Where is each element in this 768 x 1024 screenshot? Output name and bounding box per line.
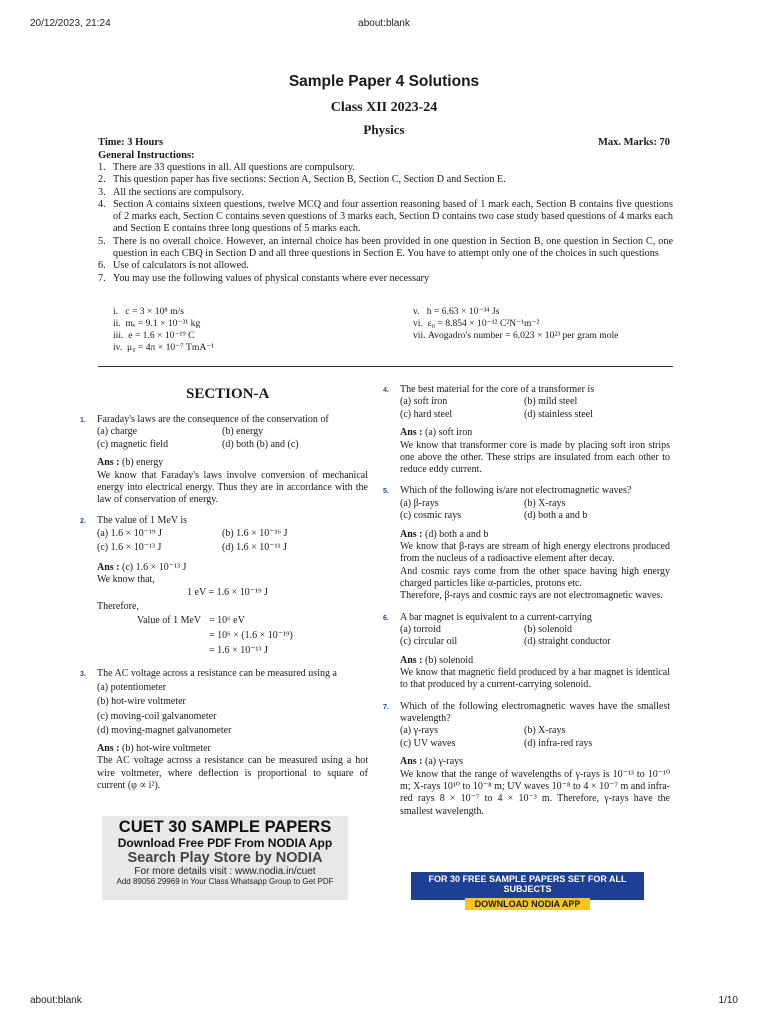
instruction-item: 1. There are 33 questions in all. All questions are compulsory.	[98, 162, 355, 173]
answer-line: Ans : (b) energy	[97, 457, 164, 469]
explanation-text: Therefore,	[97, 601, 139, 613]
constant-item: vi. ε₀ = 8.854 × 10⁻¹² C²N⁻¹m⁻²	[413, 318, 540, 329]
print-header	[0, 18, 768, 32]
explanation-text: The AC voltage across a resistance can be measured using a hot wire voltmeter, where deflection is proportional to square of current (φ ∝ i²).	[97, 755, 368, 792]
question-text: Which of the following is/are not electromagnetic waves?	[400, 485, 632, 497]
option-c: (c) cosmic rays	[400, 510, 462, 522]
option-b: (b) energy	[222, 426, 264, 438]
explanation-text: We know that the range of wavelengths of γ-rays is 10⁻¹³ to 10⁻¹⁰ m; X-rays 10¹⁰ to 10⁻⁸ m; UV waves 10⁻⁸ to 4 × 10⁻⁷ m and infra-red rays 8 × 10⁻⁷ to 4 × 10⁻³ m. Therefore, γ-rays have the smallest wavelength.	[400, 768, 670, 817]
answer-line: Ans : (a) soft iron	[400, 427, 473, 439]
question-number: 6.	[383, 614, 389, 622]
option-b: (b) hot-wire voltmeter	[97, 696, 186, 708]
class-line: Class XII 2023-24	[330, 100, 438, 115]
option-a: (a) 1.6 × 10⁻¹⁹ J	[97, 527, 162, 539]
print-footer	[0, 995, 768, 1009]
constant-item: i. c = 3 × 10⁸ m/s	[113, 306, 184, 317]
explanation-text: We know that β-rays are stream of high energy electrons produced from the nucleus of a radioactive element after decay.	[400, 541, 670, 565]
constant-item: iv. μ₀ = 4π × 10⁻⁷ TmA⁻¹	[113, 342, 215, 353]
explanation-text: We know that Faraday's laws involve conversion of mechanical energy into electrical energy. Thus they are in accordance with the law of conservation of energy.	[97, 469, 368, 506]
question-number: 3.	[80, 670, 86, 678]
option-b: (b) solenoid	[524, 623, 573, 635]
banner-headline: FOR 30 FREE SAMPLE PAPERS SET FOR ALL SUBJECTS	[428, 874, 627, 894]
question-4	[383, 384, 670, 476]
question-3	[80, 668, 368, 793]
general-instructions-label: General Instructions:	[98, 150, 195, 161]
equation: 1 eV = 1.6 × 10⁻¹⁹ J	[187, 587, 268, 599]
answer-line: Ans : (b) solenoid	[400, 654, 474, 666]
option-c: (c) 1.6 × 10⁻¹³ J	[97, 541, 162, 553]
option-c: (c) UV waves	[400, 737, 456, 749]
equation-step: = 10⁶ × (1.6 × 10⁻¹⁹)	[209, 629, 293, 641]
section-divider	[98, 366, 673, 367]
question-7	[383, 701, 670, 818]
question-text: Which of the following electromagnetic waves have the smallest wavelength?	[400, 700, 670, 725]
option-c: (c) hard steel	[400, 408, 453, 420]
option-a: (a) torroid	[400, 623, 441, 635]
option-d: (d) straight conductor	[524, 636, 611, 648]
instruction-item: 6. Use of calculators is not allowed.	[98, 260, 249, 272]
ad-headline: CUET 30 SAMPLE PAPERS	[118, 818, 332, 836]
explanation-text: Therefore, β-rays and cosmic rays are not electromagnetic waves.	[400, 590, 663, 602]
option-d: (d) moving-magnet galvanometer	[97, 724, 232, 736]
explanation-text: We know that transformer core is made by placing soft iron strips one above the other. These strips are insulated from each other to reduce eddy current.	[400, 439, 670, 476]
instructions-list	[98, 162, 673, 285]
option-c: (c) moving-coil galvanometer	[97, 710, 217, 722]
option-d: (d) both a and b	[524, 510, 588, 522]
constant-item: v. h = 6.63 × 10⁻³⁴ Js	[413, 306, 500, 317]
question-2	[80, 515, 368, 658]
nodia-app-banner[interactable]	[411, 872, 644, 909]
option-a: (a) γ-rays	[400, 725, 439, 737]
question-text: A bar magnet is equivalent to a current-carrying	[400, 611, 592, 623]
instruction-item: 4. Section A contains sixteen questions, twelve MCQ and four assertion reasoning based of 1 mark each, Section B contains five questions of 2 marks each, Section C contains seven questions of 3 marks each, Section D contains two case study based questions of 4 marks each and Section E contains three long questions of 5 marks each.	[98, 198, 673, 235]
equation-step: = 10⁶ eV	[209, 614, 245, 626]
equation-lhs: Value of 1 MeV	[137, 614, 202, 626]
option-a: (a) potentiometer	[97, 681, 167, 693]
option-d: (d) both (b) and (c)	[222, 438, 299, 450]
question-number: 7.	[383, 703, 389, 711]
print-page-count: 1/10	[718, 995, 738, 1006]
option-b: (b) 1.6 × 10⁻¹⁶ J	[222, 527, 288, 539]
option-d: (d) stainless steel	[524, 408, 593, 420]
explanation-text: We know that magnetic field produced by a bar magnet is identical to that produced by a current-carrying solenoid.	[400, 667, 670, 691]
question-number: 4.	[383, 387, 389, 394]
constants-list	[113, 306, 673, 354]
answer-line: Ans : (b) hot-wire voltmeter	[97, 743, 211, 755]
ad-whatsapp-line: Add 89056 29969 in Your Class Whatsapp Group to Get PDF	[116, 877, 334, 886]
time-label: Time: 3 Hours	[98, 137, 164, 148]
left-column	[80, 414, 368, 792]
question-text: The AC voltage across a resistance can be measured using a	[97, 667, 337, 679]
question-text: The value of 1 MeV is	[97, 515, 188, 527]
instruction-item: 3. All the sections are compulsory.	[98, 186, 244, 198]
question-1	[80, 414, 368, 506]
option-b: (b) X-rays	[524, 725, 566, 737]
answer-line: Ans : (c) 1.6 × 10⁻¹³ J	[97, 561, 187, 573]
print-datetime: 20/12/2023, 21:24	[30, 18, 111, 29]
print-footer-url: about:blank	[30, 995, 82, 1006]
download-app-button[interactable]: DOWNLOAD NODIA APP	[465, 898, 591, 910]
option-b: (b) mild steel	[524, 396, 578, 408]
option-a: (a) charge	[97, 426, 138, 438]
question-number: 2.	[80, 518, 86, 526]
equation-step: = 1.6 × 10⁻¹³ J	[209, 644, 268, 656]
question-text: Faraday's laws are the consequence of the conservation of	[97, 414, 329, 425]
max-marks-label: Max. Marks: 70	[597, 137, 670, 148]
constant-item: iii. e = 1.6 × 10⁻¹⁹ C	[113, 330, 195, 341]
option-b: (b) X-rays	[524, 497, 566, 509]
question-number: 1.	[80, 417, 86, 424]
ad-subline: Download Free PDF From NODIA App	[117, 836, 333, 850]
option-d: (d) 1.6 × 10⁻¹¹ J	[222, 541, 287, 553]
option-c: (c) circular oil	[400, 636, 458, 648]
option-c: (c) magnetic field	[97, 438, 169, 450]
instruction-item: 2. This question paper has five sections: Section A, Section B, Section C, Section D and Section E.	[98, 174, 506, 186]
ad-store-line: Search Play Store by NODIA	[127, 850, 323, 866]
explanation-text: And cosmic rays come from the other space having high energy charged particles like α-particles, protons etc.	[400, 565, 670, 589]
constant-item: ii. mₑ = 9.1 × 10⁻³¹ kg	[113, 318, 201, 329]
option-a: (a) β-rays	[400, 497, 439, 509]
question-text: The best material for the core of a transformer is	[400, 384, 595, 395]
section-a-title: SECTION-A	[186, 386, 270, 402]
print-page-title: about:blank	[358, 18, 410, 29]
constant-item: vii. Avogadro's number = 6.023 × 10²³ per gram mole	[413, 330, 619, 341]
answer-line: Ans : (d) both a and b	[400, 528, 489, 540]
cuet-ad-banner[interactable]	[102, 816, 348, 900]
option-a: (a) soft iron	[400, 396, 448, 408]
option-d: (d) infra-red rays	[524, 737, 593, 749]
question-number: 5.	[383, 488, 389, 496]
answer-line: Ans : (a) γ-rays	[400, 756, 464, 768]
instruction-item: 5. There is no overall choice. However, an internal choice has been provided in one question in Section B, one question in Section C, one question in each CBQ in Section D and all three questions in Section E. You have to attempt only one of the choices in such questions	[98, 235, 673, 260]
question-5	[383, 485, 670, 602]
explanation-text: We know that,	[97, 574, 155, 586]
ad-website-link[interactable]: For more details visit : www.nodia.in/cuet	[134, 866, 316, 877]
document-title: Sample Paper 4 Solutions	[288, 73, 480, 90]
document-page	[50, 40, 718, 990]
instruction-item: 7. You may use the following values of physical constants where ever necessary	[98, 272, 430, 284]
subject-title: Physics	[363, 122, 405, 137]
right-column	[383, 384, 670, 818]
question-6	[383, 612, 670, 692]
